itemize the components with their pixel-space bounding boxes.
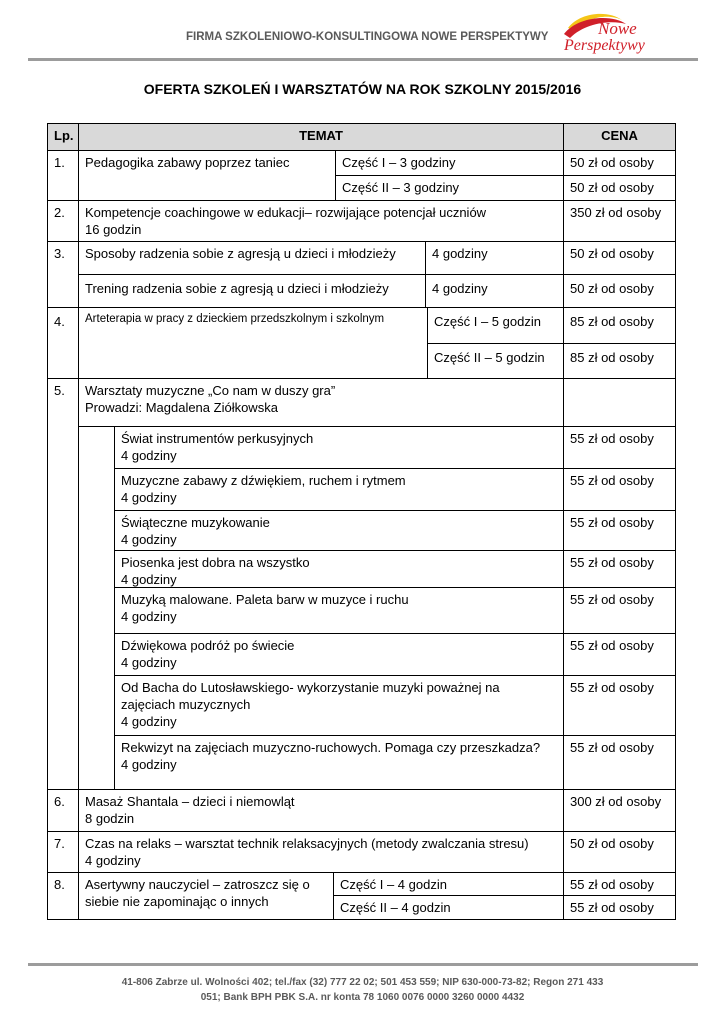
row5-item1 xyxy=(114,426,564,469)
row5-topic-title: Warsztaty muzyczne „Co nam w duszy gra” xyxy=(85,383,336,398)
row1-price2: 50 zł od osoby xyxy=(563,175,676,201)
footer-rule xyxy=(28,963,698,966)
row6-lp: 6. xyxy=(47,789,79,832)
row5-item2 xyxy=(114,468,564,511)
row5-item7-hours: 4 godziny xyxy=(121,714,177,729)
row2-lp: 2. xyxy=(47,200,79,242)
row3-topic2: Trening radzenia sobie z agresją u dzieci i młodzieży xyxy=(78,274,426,308)
row5-item3-price: 55 zł od osoby xyxy=(563,510,676,551)
row7-lp: 7. xyxy=(47,831,79,873)
row5-topic xyxy=(78,378,564,427)
row8-topic: Asertywny nauczyciel – zatroszcz się o siebie nie zapominając o innych xyxy=(78,872,334,920)
row5-item2-price: 55 zł od osoby xyxy=(563,468,676,511)
row7-topic-text: Czas na relaks – warsztat technik relaksacyjnych (metody zwalczania stresu) xyxy=(85,836,529,851)
row5-item5-price: 55 zł od osoby xyxy=(563,587,676,634)
row1-part1: Część I – 3 godziny xyxy=(335,150,564,176)
row5-item6-hours: 4 godziny xyxy=(121,655,177,670)
th-lp: Lp. xyxy=(47,123,79,151)
header-rule xyxy=(28,58,698,61)
th-price: CENA xyxy=(563,123,676,151)
row5-item8 xyxy=(114,735,564,790)
row8-price1: 55 zł od osoby xyxy=(563,872,676,896)
row8-lp: 8. xyxy=(47,872,79,920)
row5-item2-title: Muzyczne zabawy z dźwiękiem, ruchem i rytmem xyxy=(121,473,406,488)
row1-price1: 50 zł od osoby xyxy=(563,150,676,176)
row4-price2: 85 zł od osoby xyxy=(563,343,676,379)
nowe-perspektywy-logo xyxy=(560,8,670,60)
row1-topic: Pedagogika zabawy poprzez taniec xyxy=(78,150,336,201)
row5-lead: Prowadzi: Magdalena Ziółkowska xyxy=(85,400,278,415)
row6-topic-text: Masaż Shantala – dzieci i niemowląt xyxy=(85,794,295,809)
row2-price: 350 zł od osoby xyxy=(563,200,676,242)
row2-topic xyxy=(78,200,564,242)
row5-lp: 5. xyxy=(47,378,79,790)
row5-item7-title: Od Bacha do Lutosławskiego- wykorzystanie muzyki poważnej na zajęciach muzycznych xyxy=(121,680,500,712)
row5-price-empty xyxy=(563,378,676,427)
row4-price1: 85 zł od osoby xyxy=(563,307,676,344)
row5-item8-title: Rekwizyt na zajęciach muzyczno-ruchowych. Pomaga czy przeszkadza? xyxy=(121,740,541,755)
row5-item4-hours: 4 godziny xyxy=(121,572,177,587)
row1-lp: 1. xyxy=(47,150,79,201)
row5-item5 xyxy=(114,587,564,634)
row5-item8-hours: 4 godziny xyxy=(121,757,177,772)
row3-topic1: Sposoby radzenia sobie z agresją u dzieci i młodzieży xyxy=(78,241,426,275)
row5-item6 xyxy=(114,633,564,676)
row4-part2: Część II – 5 godzin xyxy=(427,343,564,379)
row5-item2-hours: 4 godziny xyxy=(121,490,177,505)
row5-item1-hours: 4 godziny xyxy=(121,448,177,463)
row7-topic xyxy=(78,831,564,873)
row2-hours: 16 godzin xyxy=(85,222,142,237)
row3-price1: 50 zł od osoby xyxy=(563,241,676,275)
row3-hours1: 4 godziny xyxy=(425,241,564,275)
row5-item1-title: Świat instrumentów perkusyjnych xyxy=(121,431,314,446)
row5-indent xyxy=(78,426,115,790)
row8-price2: 55 zł od osoby xyxy=(563,895,676,920)
logo-line2: Perspektywy xyxy=(564,37,645,54)
row7-hours: 4 godziny xyxy=(85,853,141,868)
row3-lp: 3. xyxy=(47,241,79,308)
th-topic: TEMAT xyxy=(78,123,564,151)
row5-item5-title: Muzyką malowane. Paleta barw w muzyce i ruchu xyxy=(121,592,409,607)
row5-item1-price: 55 zł od osoby xyxy=(563,426,676,469)
row5-item6-title: Dźwiękowa podróż po świecie xyxy=(121,638,295,653)
page-title: OFERTA SZKOLEŃ I WARSZTATÓW NA ROK SZKOLNY 2015/2016 xyxy=(143,81,582,97)
row3-price2: 50 zł od osoby xyxy=(563,274,676,308)
row5-item7-price: 55 zł od osoby xyxy=(563,675,676,736)
row5-item4-price: 55 zł od osoby xyxy=(563,550,676,588)
row7-price: 50 zł od osoby xyxy=(563,831,676,873)
row5-item8-price: 55 zł od osoby xyxy=(563,735,676,790)
row5-item7 xyxy=(114,675,564,736)
footer-line2: 051; Bank BPH PBK S.A. nr konta 78 1060 0076 0000 3260 0000 4432 xyxy=(200,992,525,1003)
footer-line1: 41-806 Zabrze ul. Wolności 402; tel./fax (32) 777 22 02; 501 453 559; NIP 630-000-73-82; Regon 271 433 xyxy=(121,977,604,988)
row8-part2: Część II – 4 godzin xyxy=(333,895,564,920)
offer-table xyxy=(48,124,676,924)
row5-item4 xyxy=(114,550,564,588)
row8-part1: Część I – 4 godzin xyxy=(333,872,564,896)
row5-item3 xyxy=(114,510,564,551)
row5-item3-hours: 4 godziny xyxy=(121,532,177,547)
row5-item5-hours: 4 godziny xyxy=(121,609,177,624)
row6-topic xyxy=(78,789,564,832)
logo-line1: Nowe xyxy=(598,19,637,38)
row4-topic: Arteterapia w pracy z dzieckiem przedszkolnym i szkolnym xyxy=(78,307,428,379)
row6-hours: 8 godzin xyxy=(85,811,135,826)
row5-item3-title: Świąteczne muzykowanie xyxy=(121,515,270,530)
row5-item6-price: 55 zł od osoby xyxy=(563,633,676,676)
row2-topic-text: Kompetencje coachingowe w edukacji– rozwijające potencjał uczniów xyxy=(85,205,487,220)
company-name: FIRMA SZKOLENIOWO-KONSULTINGOWA NOWE PERSPEKTYWY xyxy=(186,31,549,43)
row3-hours2: 4 godziny xyxy=(425,274,564,308)
row4-part1: Część I – 5 godzin xyxy=(427,307,564,344)
row4-lp: 4. xyxy=(47,307,79,379)
row5-item4-title: Piosenka jest dobra na wszystko xyxy=(121,555,310,570)
row1-part2: Część II – 3 godziny xyxy=(335,175,564,201)
row6-price: 300 zł od osoby xyxy=(563,789,676,832)
